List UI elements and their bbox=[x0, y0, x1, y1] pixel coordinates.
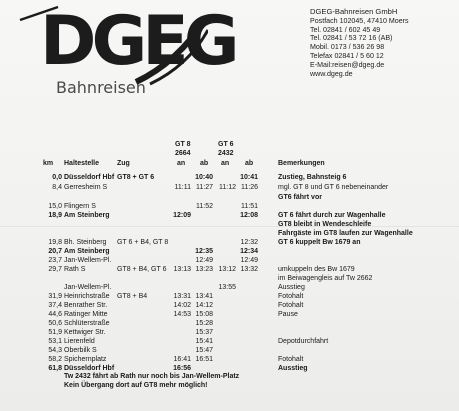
cell-an-gt8: 12:09 bbox=[173, 212, 191, 219]
address-line: DGEG-Bahnreisen GmbH bbox=[310, 7, 398, 16]
address-line: E-Mail:reisen@dgeg.de bbox=[310, 60, 385, 69]
cell-an-gt6: 13:55 bbox=[218, 284, 236, 291]
cell-km: 50,6 bbox=[48, 320, 62, 327]
cell-an-gt8: 14:02 bbox=[173, 302, 191, 309]
cell-stop: Rath S bbox=[64, 266, 86, 273]
cell-ab-gt6: 12:49 bbox=[240, 257, 258, 264]
footnote-line: Kein Übergang dort auf GT8 mehr möglich! bbox=[64, 382, 208, 389]
address-line: www.dgeg.de bbox=[310, 69, 353, 78]
column-header-gt6: GT 6 bbox=[218, 141, 234, 148]
column-header-stop: Haltestelle bbox=[64, 160, 100, 167]
column-header-train: Zug bbox=[117, 160, 130, 167]
cell-remark: Fahrgäste im GT8 laufen zur Wagenhalle bbox=[278, 230, 413, 237]
cell-ab-gt6: 12:34 bbox=[240, 248, 258, 255]
column-header-remarks: Bemerkungen bbox=[278, 160, 325, 167]
cell-stop: Spichernplatz bbox=[64, 356, 107, 363]
cell-km: 54,3 bbox=[48, 347, 62, 354]
cell-ab-gt8: 12:49 bbox=[195, 257, 213, 264]
cell-km: 8,4 bbox=[52, 184, 62, 191]
cell-ab-gt8: 14:12 bbox=[195, 302, 213, 309]
cell-stop: Lierenfeld bbox=[64, 338, 95, 345]
cell-an-gt6: 13:12 bbox=[218, 266, 236, 273]
column-header-gt6-number: 2432 bbox=[218, 150, 234, 157]
cell-remark: GT 6 fährt durch zur Wagenhalle bbox=[278, 212, 386, 219]
cell-stop: Düsseldorf Hbf bbox=[64, 174, 115, 181]
cell-ab-gt6: 11:51 bbox=[241, 203, 258, 210]
cell-ab-gt8: 12:35 bbox=[195, 248, 213, 255]
cell-ab-gt6: 13:32 bbox=[240, 266, 258, 273]
cell-km: 37,4 bbox=[48, 302, 62, 309]
cell-ab-gt6: 12:32 bbox=[240, 239, 258, 246]
cell-ab-gt8: 13:41 bbox=[195, 293, 213, 300]
cell-km: 15,0 bbox=[48, 203, 62, 210]
cell-km: 51,9 bbox=[48, 329, 62, 336]
cell-km: 58,2 bbox=[48, 356, 62, 363]
cell-remark: Ausstieg bbox=[278, 284, 305, 291]
cell-km: 23,7 bbox=[48, 257, 62, 264]
cell-ab-gt8: 15:47 bbox=[195, 347, 213, 354]
cell-ab-gt6: 10:41 bbox=[240, 174, 258, 181]
cell-an-gt8: 16:56 bbox=[173, 365, 191, 372]
cell-stop: Gerresheim S bbox=[64, 184, 108, 191]
footnote-line: Tw 2432 fährt ab Rath nur noch bis Jan-Wellem-Platz bbox=[64, 373, 240, 380]
cell-ab-gt8: 15:28 bbox=[195, 320, 213, 327]
column-header-gt8-number: 2664 bbox=[175, 150, 191, 157]
cell-stop: Jan-Wellem-Pl. bbox=[64, 257, 112, 264]
column-header-an-gt8: an bbox=[177, 160, 186, 167]
cell-km: 19,8 bbox=[48, 239, 62, 246]
cell-an-gt8: 13:31 bbox=[173, 293, 191, 300]
cell-stop: Bh. Steinberg bbox=[64, 239, 107, 246]
cell-stop: Benrather Str. bbox=[64, 302, 108, 309]
cell-stop: Schlüterstraße bbox=[64, 320, 110, 327]
cell-stop: Flingern S bbox=[64, 203, 96, 210]
logo-wordmark: DGEG bbox=[40, 2, 235, 81]
cell-km: 61,8 bbox=[48, 365, 62, 372]
column-header-gt8: GT 8 bbox=[175, 141, 191, 148]
cell-ab-gt6: 12:08 bbox=[240, 212, 258, 219]
cell-remark: mgl. GT 8 und GT 6 nebeneinander bbox=[278, 184, 389, 191]
cell-an-gt8: 16:41 bbox=[173, 356, 191, 363]
cell-ab-gt8: 15:41 bbox=[195, 338, 213, 345]
address-line: Tel. 02841 / 53 72 16 (AB) bbox=[310, 34, 393, 43]
cell-km: 53,1 bbox=[48, 338, 62, 345]
column-header-km: km bbox=[43, 160, 54, 167]
cell-an-gt6: 11:12 bbox=[219, 184, 236, 191]
cell-an-gt8: 11:11 bbox=[174, 184, 191, 191]
address-line: Tel. 02841 / 602 45 49 bbox=[310, 25, 381, 34]
cell-stop: Jan-Wellem-Pl. bbox=[64, 284, 112, 291]
cell-remark: GT8 bleibt in Wendeschleife bbox=[278, 221, 372, 228]
cell-stop: Ratinger Mitte bbox=[64, 311, 108, 318]
address-line: Mobil. 0173 / 536 26 98 bbox=[310, 43, 385, 52]
cell-train: GT8 + B4, GT 6 bbox=[117, 266, 167, 273]
cell-km: 18,9 bbox=[48, 212, 62, 219]
cell-km: 20,7 bbox=[48, 248, 62, 255]
cell-ab-gt6: 11:26 bbox=[241, 184, 258, 191]
cell-km: 31,9 bbox=[48, 293, 62, 300]
column-header-ab-gt8: ab bbox=[200, 160, 209, 167]
cell-km: 0,0 bbox=[52, 174, 62, 181]
cell-stop: Kettwiger Str. bbox=[64, 329, 106, 336]
cell-ab-gt8: 10:40 bbox=[195, 174, 213, 181]
logo-subtitle: Bahnreisen bbox=[56, 78, 146, 97]
cell-an-gt8: 13:13 bbox=[173, 266, 191, 273]
cell-remark: Fotohalt bbox=[278, 293, 304, 300]
cell-stop: Heinrichstraße bbox=[64, 293, 110, 300]
cell-remark: umkuppeln des Bw 1679 bbox=[278, 266, 355, 273]
cell-ab-gt8: 15:08 bbox=[195, 311, 213, 318]
cell-stop: Am Steinberg bbox=[64, 212, 110, 219]
cell-ab-gt8: 13:23 bbox=[195, 266, 213, 273]
cell-km: 44,6 bbox=[48, 311, 62, 318]
address-line: Postfach 102045, 47410 Moers bbox=[310, 16, 409, 25]
cell-remark: GT6 fährt vor bbox=[278, 194, 322, 201]
address-line: Telefax 02841 / 5 60 12 bbox=[310, 51, 384, 60]
cell-remark: im Beiwagengleis auf Tw 2662 bbox=[278, 275, 373, 282]
cell-km: 29,7 bbox=[48, 266, 62, 273]
column-header-an-gt6: an bbox=[221, 160, 230, 167]
cell-stop: Am Steinberg bbox=[64, 248, 110, 255]
cell-remark: GT 6 kuppelt Bw 1679 an bbox=[278, 239, 361, 246]
cell-ab-gt8: 11:27 bbox=[196, 184, 213, 191]
column-header-ab-gt6: ab bbox=[245, 160, 254, 167]
cell-remark: Ausstieg bbox=[278, 365, 308, 372]
cell-ab-gt8: 11:52 bbox=[196, 203, 213, 210]
cell-train: GT 6 + B4, GT 8 bbox=[117, 239, 169, 246]
cell-ab-gt8: 15:37 bbox=[195, 329, 213, 336]
cell-train: GT8 + GT 6 bbox=[117, 174, 155, 181]
cell-stop: Oberbilk S bbox=[64, 347, 97, 354]
cell-an-gt8: 14:53 bbox=[173, 311, 191, 318]
cell-remark: Depotdurchfahrt bbox=[278, 338, 329, 345]
cell-ab-gt8: 16:51 bbox=[195, 356, 213, 363]
cell-remark: Zustieg, Bahnsteig 6 bbox=[278, 174, 347, 181]
cell-remark: Pause bbox=[278, 311, 298, 318]
cell-stop: Düsseldorf Hbf bbox=[64, 365, 115, 372]
cell-remark: Fotohalt bbox=[278, 356, 304, 363]
cell-remark: Fotohalt bbox=[278, 302, 304, 309]
cell-train: GT8 + B4 bbox=[117, 293, 148, 300]
